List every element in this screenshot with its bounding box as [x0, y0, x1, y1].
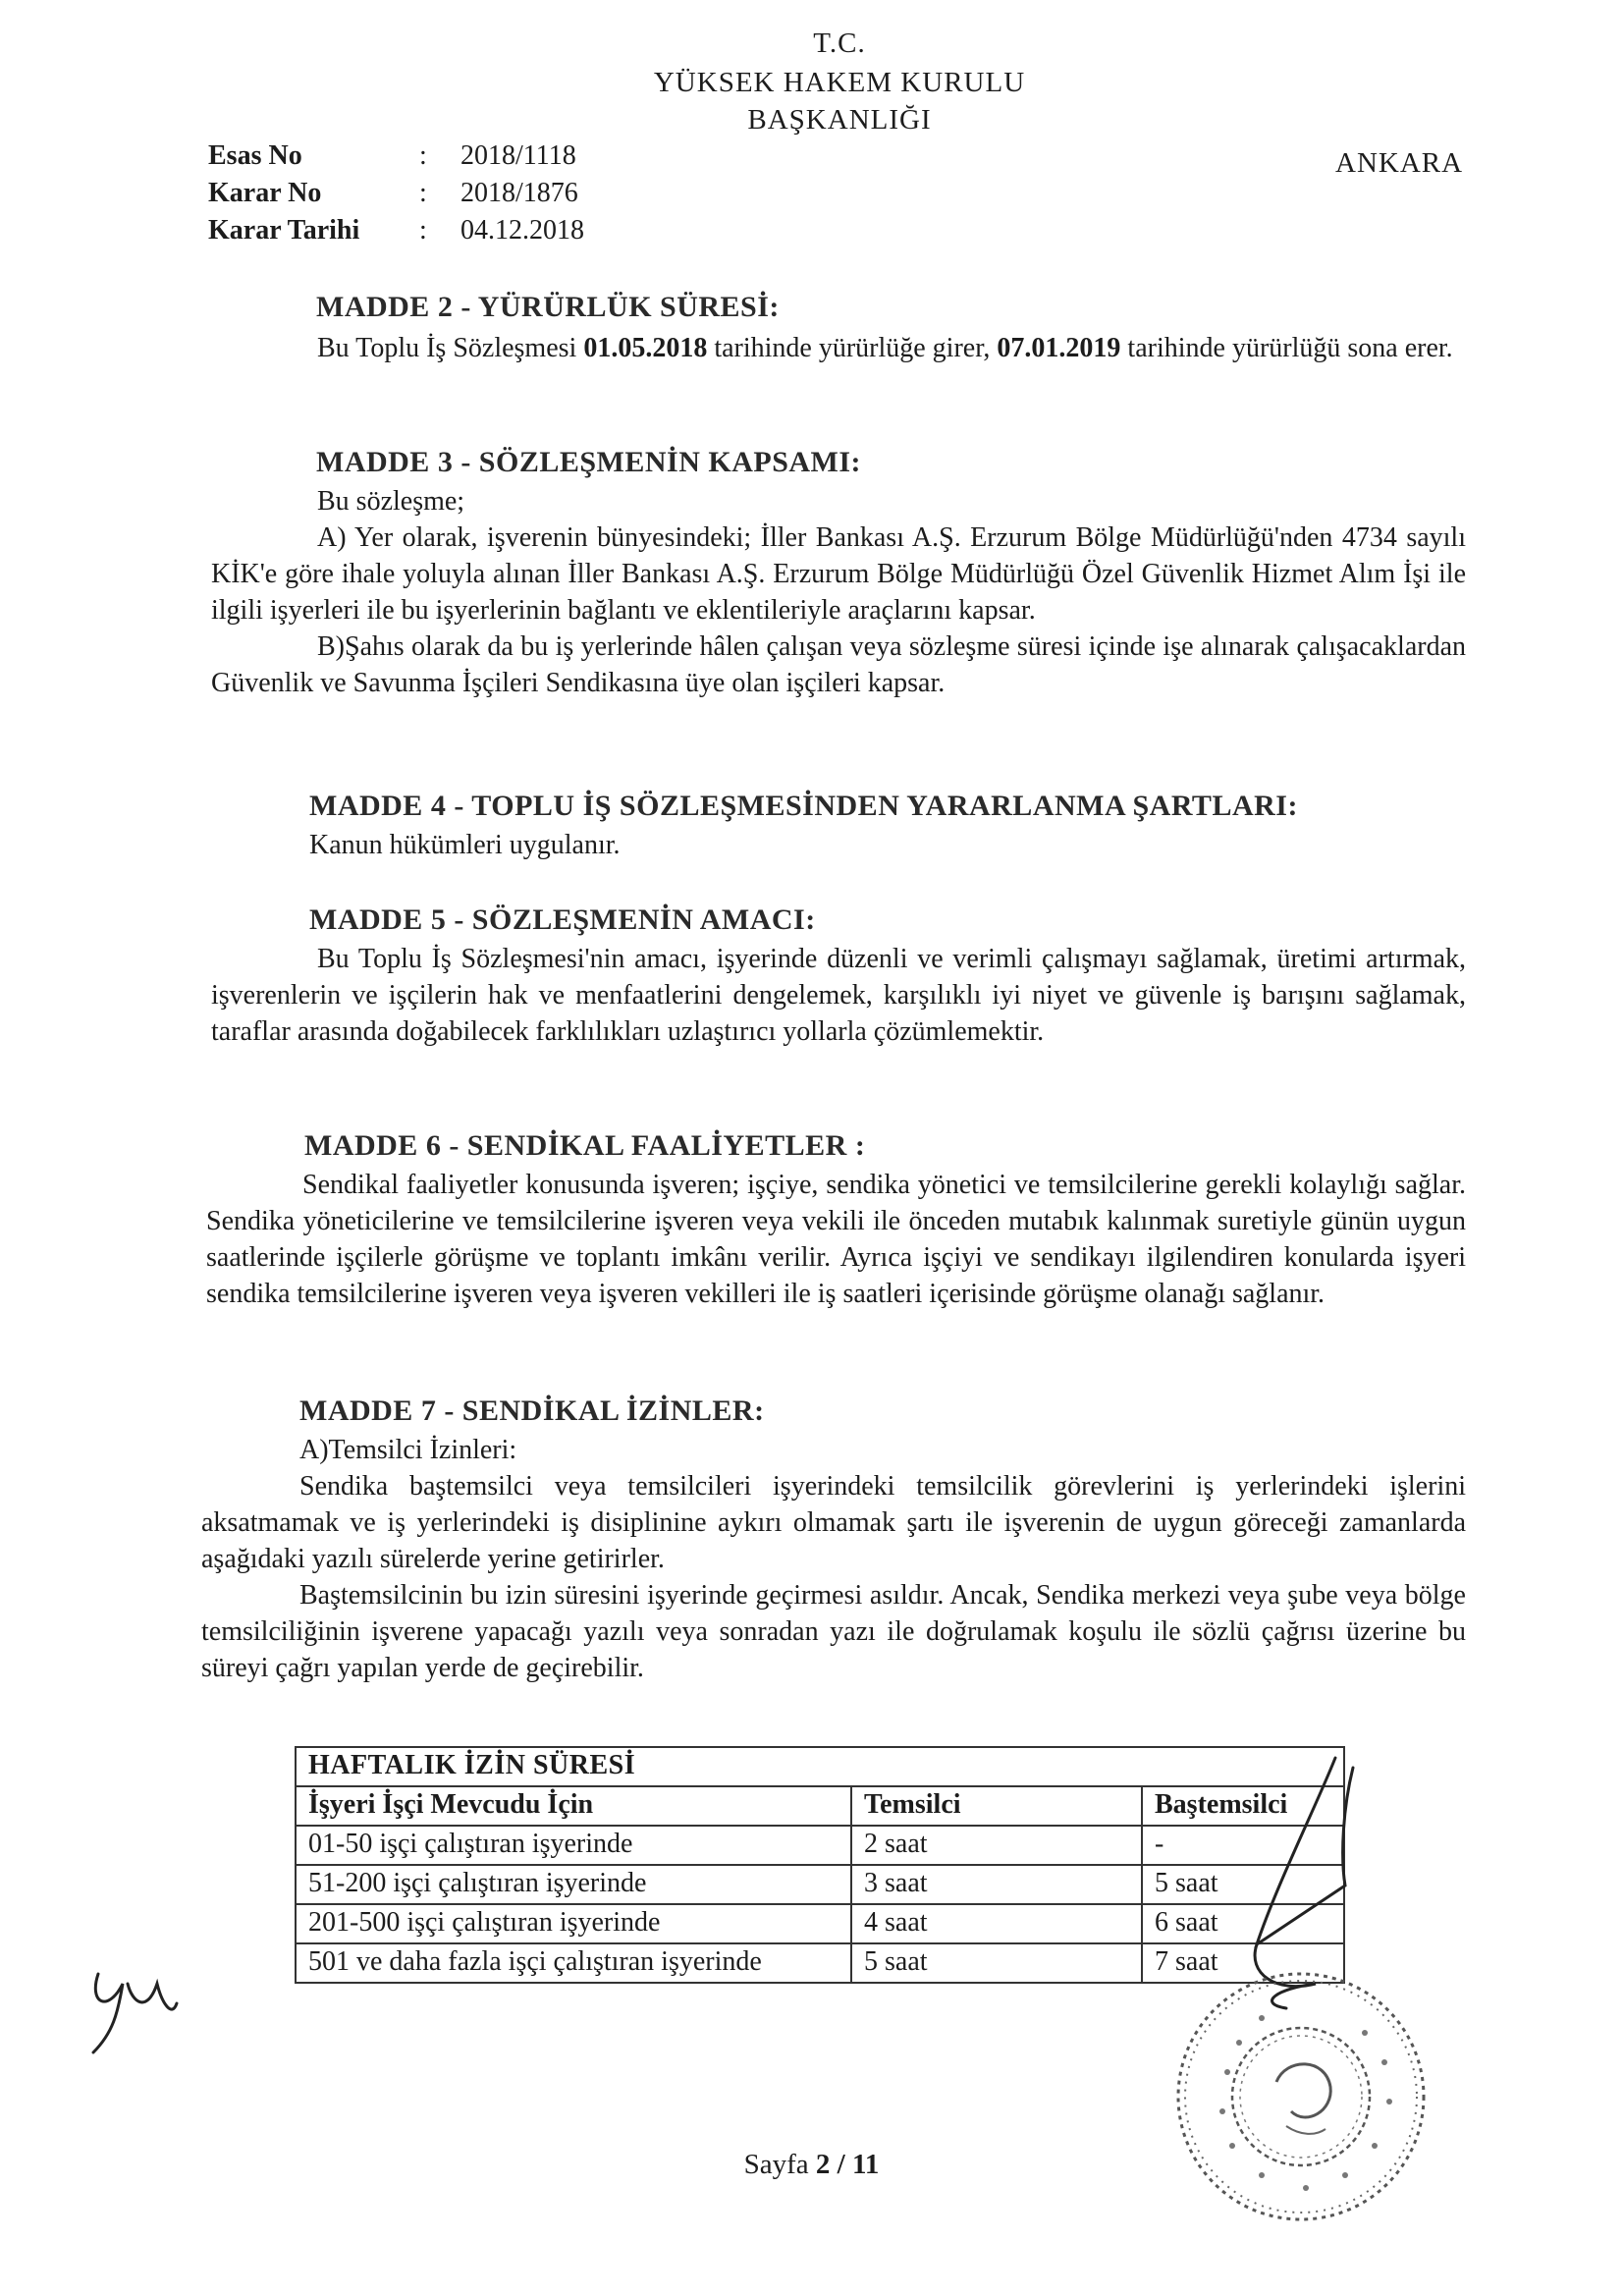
table-cell: -: [1142, 1826, 1344, 1865]
table-cell: 7 saat: [1142, 1943, 1344, 1983]
madde7-body: [201, 1432, 1466, 1686]
table-caption: HAFTALIK İZİN SÜRESİ: [296, 1747, 1344, 1786]
madde2-title: MADDE 2 - YÜRÜRLÜK SÜRESİ:: [316, 291, 780, 323]
madde3-intro: Bu sözleşme;: [317, 486, 465, 517]
madde5-text: Bu Toplu İş Sözleşmesi'nin amacı, işyerinde düzenli ve verimli çalışmayı sağlamak, üretimi artırmak, işverenlerin ve işçilerin hak ve menfaatlerini dengelemek, karşılıklı iyi niyet ve güvenle iş barışını sağlamak, taraflar arasında doğabilecek farklılıkları uzlaştırıcı yollarla çözümlemektir.: [211, 944, 1466, 1047]
table-cell: 51-200 işçi çalıştıran işyerinde: [296, 1865, 851, 1904]
madde5-title: MADDE 5 - SÖZLEŞMENİN AMACI:: [309, 903, 816, 936]
esas-value: 2018/1118: [460, 140, 576, 171]
madde2-text-b: tarihinde yürürlüğe girer,: [707, 333, 998, 363]
table-cell: 5 saat: [851, 1943, 1142, 1983]
header-institution: YÜKSEK HAKEM KURULU: [653, 67, 1026, 98]
madde4-body: [211, 827, 1466, 863]
karar-row: [208, 175, 584, 212]
madde6-text: Sendikal faaliyetler konusunda işveren; işçiye, sendika yönetici ve temsilcilerine gerekli kolaylığı sağlar. Sendika yöneticilerine ve temsilcilerine işveren veya vekili ile önceden mutabık kalınmak suretiyle günün uygun saatlerinde işçilerle görüşme ve toplantı imkânı verilir. Ayrıca işçiyi ve sendikayı ilgilendiren konularda işyeri sendika temsilcilerine işveren veya işveren vekilleri ile iş saatleri içerisinde görüşme olanağı sağlanır.: [206, 1170, 1466, 1309]
table-cell: 201-500 işçi çalıştıran işyerinde: [296, 1904, 851, 1943]
table-cell: 4 saat: [851, 1904, 1142, 1943]
madde6-title: MADDE 6 - SENDİKAL FAALİYETLER :: [304, 1129, 866, 1162]
table-row: [296, 1826, 1344, 1865]
madde7-title: MADDE 7 - SENDİKAL İZİNLER:: [299, 1394, 765, 1427]
madde2-body: [211, 330, 1466, 366]
table-row: [296, 1904, 1344, 1943]
table-cell: 6 saat: [1142, 1904, 1344, 1943]
madde4-title: MADDE 4 - TOPLU İŞ SÖZLEŞMESİNDEN YARARLANMA ŞARTLARI:: [309, 790, 1298, 822]
madde3-a: A) Yer olarak, işverenin bünyesindeki; İller Bankası A.Ş. Erzurum Bölge Müdürlüğü'nden 4734 sayılı KİK'e göre ihale yoluyla alınan İller Bankası A.Ş. Erzurum Bölge Müdürlüğü Özel Güvenlik Hizmet Alım İşi ile ilgili işyerleri ile bu işyerlerinin bağlantı ve eklentileriyle araçlarını kapsar.: [211, 522, 1466, 626]
colon: :: [419, 215, 427, 246]
karar-label: Karar No: [208, 178, 322, 208]
header-city: ANKARA: [1335, 147, 1464, 179]
header-tc: T.C.: [813, 27, 866, 59]
tarih-label: Karar Tarihi: [208, 215, 360, 246]
case-meta: [208, 137, 584, 249]
start-date: 01.05.2018: [583, 333, 708, 363]
madde3-title: MADDE 3 - SÖZLEŞMENİN KAPSAMI:: [316, 446, 862, 478]
madde3-body: [211, 483, 1466, 701]
initial-mark: [79, 1944, 187, 2062]
madde2-text-c: tarihinde yürürlüğü sona erer.: [1120, 333, 1453, 363]
madde3-b: B)Şahıs olarak da bu iş yerlerinde hâlen çalışan veya sözleşme süresi içinde işe alınarak çalışacaklardan Güvenlik ve Savunma İşçileri Sendikasına üye olan işçileri kapsar.: [211, 631, 1466, 698]
table-cell: 2 saat: [851, 1826, 1142, 1865]
table-cell: 01-50 işçi çalıştıran işyerinde: [296, 1826, 851, 1865]
table-caption-row: [296, 1747, 1344, 1786]
madde4-text: Kanun hükümleri uygulanır.: [309, 830, 621, 860]
weekly-leave-table: [295, 1746, 1345, 1984]
table-header-cell: Baştemsilci: [1142, 1786, 1344, 1826]
madde7-text-1: Sendika baştemsilci veya temsilcileri işyerindeki temsilcilik görevlerini iş yerlerindeki işlerini aksatmamak ve iş yerlerindeki iş disiplinine aykırı olmamak şartı ile işverenin de uygun göreceği zamanlarda aşağıdaki yazılı sürelerde yerine getirirler.: [201, 1471, 1466, 1574]
tarih-value: 04.12.2018: [460, 215, 584, 246]
esas-row: [208, 137, 584, 175]
table-header-row: [296, 1786, 1344, 1826]
table-cell: 501 ve daha fazla işçi çalıştıran işyerinde: [296, 1943, 851, 1983]
table-cell: 3 saat: [851, 1865, 1142, 1904]
madde2-text-a: Bu Toplu İş Sözleşmesi: [317, 333, 584, 363]
madde5-body: [211, 941, 1466, 1050]
madde7-text-2: Baştemsilcinin bu izin süresini işyerinde geçirmesi asıldır. Ancak, Sendika merkezi veya şube veya bölge temsilciliğinin işverene yapacağı yazılı veya sonradan yazı ile doğrulamak koşulu ile sözlü çağrısı üzerine bu süreyi çağrı yapılan yerde de geçirebilir.: [201, 1580, 1466, 1683]
end-date: 07.01.2019: [997, 333, 1121, 363]
esas-label: Esas No: [208, 140, 302, 171]
page-prefix: Sayfa: [743, 2149, 816, 2180]
tarih-row: [208, 212, 584, 249]
karar-value: 2018/1876: [460, 178, 578, 208]
page-number: [0, 2149, 1623, 2181]
official-seal: [1168, 1964, 1434, 2229]
table-header-cell: Temsilci: [851, 1786, 1142, 1826]
table-cell: 5 saat: [1142, 1865, 1344, 1904]
colon: :: [419, 178, 427, 208]
madde6-body: [206, 1167, 1466, 1312]
madde7-subtitle: A)Temsilci İzinleri:: [299, 1435, 517, 1465]
table-header-cell: İşyeri İşçi Mevcudu İçin: [296, 1786, 851, 1826]
table-row: [296, 1865, 1344, 1904]
header-department: BAŞKANLIĞI: [747, 104, 932, 136]
colon: :: [419, 140, 427, 171]
page-value: 2 / 11: [815, 2149, 880, 2180]
